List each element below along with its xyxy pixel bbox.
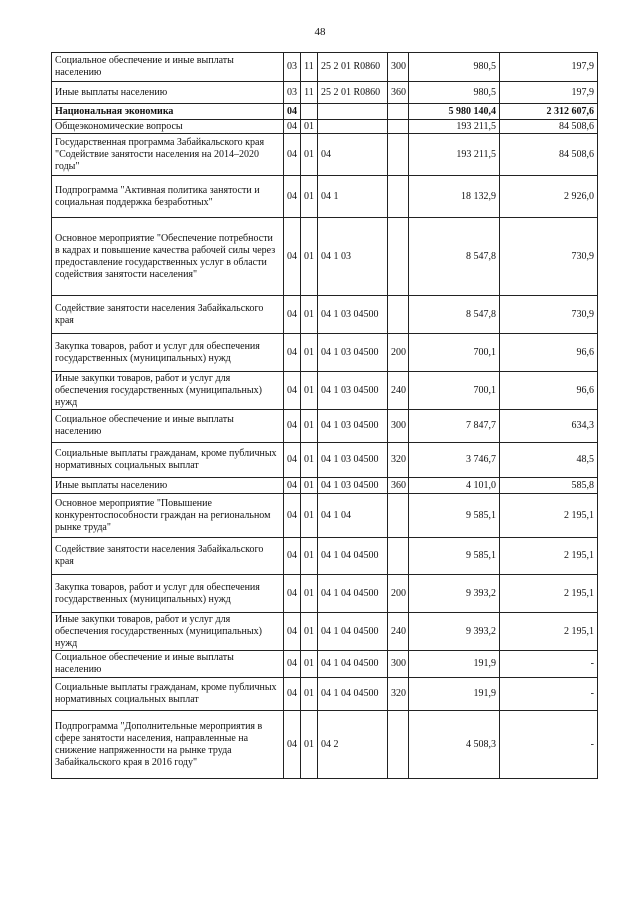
- row-value-1: 9 393,2: [409, 575, 500, 613]
- row-section: 04: [284, 218, 301, 296]
- table-row: [52, 478, 598, 494]
- row-target-article: 04 1 03 04500: [318, 443, 388, 478]
- row-expense-type: 200: [388, 575, 409, 613]
- row-expense-type: [388, 538, 409, 575]
- row-section: 04: [284, 443, 301, 478]
- row-name: Подпрограмма "Дополнительные мероприятия в сфере занятости населения, направленные на снижение напряженности на рынке труда Забайкальского края в 2016 году": [52, 711, 284, 779]
- row-value-1: 4 508,3: [409, 711, 500, 779]
- row-expense-type: 360: [388, 82, 409, 104]
- row-value-2: 2 195,1: [500, 494, 598, 538]
- row-expense-type: [388, 218, 409, 296]
- row-subsection: 01: [301, 651, 318, 678]
- row-value-1: 700,1: [409, 372, 500, 410]
- row-target-article: 04 2: [318, 711, 388, 779]
- row-value-2: -: [500, 711, 598, 779]
- row-target-article: 04 1 04 04500: [318, 575, 388, 613]
- row-subsection: 01: [301, 410, 318, 443]
- row-subsection: 01: [301, 296, 318, 334]
- row-target-article: [318, 104, 388, 120]
- row-value-2: 2 926,0: [500, 176, 598, 218]
- row-value-2: 197,9: [500, 53, 598, 82]
- table-row: [52, 334, 598, 372]
- row-subsection: 01: [301, 334, 318, 372]
- row-expense-type: 320: [388, 678, 409, 711]
- row-value-1: 18 132,9: [409, 176, 500, 218]
- row-subsection: 01: [301, 678, 318, 711]
- row-subsection: 01: [301, 613, 318, 651]
- row-section: 04: [284, 613, 301, 651]
- table-row: [52, 120, 598, 134]
- row-name: Содействие занятости населения Забайкальского края: [52, 538, 284, 575]
- row-target-article: 25 2 01 R0860: [318, 53, 388, 82]
- row-value-2: 84 508,6: [500, 120, 598, 134]
- row-expense-type: [388, 494, 409, 538]
- row-section: 04: [284, 334, 301, 372]
- row-value-1: 980,5: [409, 82, 500, 104]
- row-expense-type: 300: [388, 53, 409, 82]
- row-section: 04: [284, 372, 301, 410]
- row-section: 04: [284, 296, 301, 334]
- row-name: Социальные выплаты гражданам, кроме публичных нормативных социальных выплат: [52, 678, 284, 711]
- row-value-2: 730,9: [500, 218, 598, 296]
- row-section: 03: [284, 82, 301, 104]
- table-row: [52, 134, 598, 176]
- row-target-article: 04 1 04 04500: [318, 538, 388, 575]
- row-value-1: 9 393,2: [409, 613, 500, 651]
- row-section: 04: [284, 134, 301, 176]
- row-section: 04: [284, 651, 301, 678]
- row-value-2: 2 195,1: [500, 538, 598, 575]
- row-name: Иные закупки товаров, работ и услуг для обеспечения государственных (муниципальных) нужд: [52, 613, 284, 651]
- row-name: Государственная программа Забайкальского края "Содействие занятости населения на 2014–2020 годы": [52, 134, 284, 176]
- row-section: 04: [284, 478, 301, 494]
- row-name: Национальная экономика: [52, 104, 284, 120]
- budget-table: [51, 52, 598, 779]
- row-subsection: 01: [301, 443, 318, 478]
- row-value-1: 7 847,7: [409, 410, 500, 443]
- row-subsection: 01: [301, 538, 318, 575]
- page-number: 48: [314, 26, 326, 38]
- row-subsection: 01: [301, 575, 318, 613]
- row-name: Основное мероприятие "Повышение конкурентоспособности граждан на региональном рынке труда": [52, 494, 284, 538]
- row-section: 04: [284, 176, 301, 218]
- row-expense-type: [388, 176, 409, 218]
- row-value-1: 191,9: [409, 678, 500, 711]
- table-row: [52, 53, 598, 82]
- row-subsection: 11: [301, 53, 318, 82]
- row-value-1: 191,9: [409, 651, 500, 678]
- row-name: Социальное обеспечение и иные выплаты населению: [52, 410, 284, 443]
- table-row: [52, 538, 598, 575]
- row-target-article: 04 1 03 04500: [318, 478, 388, 494]
- row-name: Иные выплаты населению: [52, 478, 284, 494]
- table-row: [52, 176, 598, 218]
- row-subsection: 11: [301, 82, 318, 104]
- row-target-article: 04: [318, 134, 388, 176]
- row-target-article: 04 1 03 04500: [318, 296, 388, 334]
- row-target-article: 04 1 03: [318, 218, 388, 296]
- row-value-2: 2 195,1: [500, 613, 598, 651]
- table-body: [52, 53, 598, 779]
- row-section: 04: [284, 120, 301, 134]
- row-value-1: 8 547,8: [409, 218, 500, 296]
- table-row: [52, 410, 598, 443]
- row-section: 04: [284, 538, 301, 575]
- row-value-1: 9 585,1: [409, 538, 500, 575]
- row-subsection: 01: [301, 176, 318, 218]
- table-row: [52, 575, 598, 613]
- row-subsection: 01: [301, 494, 318, 538]
- row-value-1: 3 746,7: [409, 443, 500, 478]
- row-value-2: 48,5: [500, 443, 598, 478]
- row-expense-type: [388, 104, 409, 120]
- row-target-article: 04 1 04: [318, 494, 388, 538]
- table-row: [52, 494, 598, 538]
- row-name: Социальные выплаты гражданам, кроме публичных нормативных социальных выплат: [52, 443, 284, 478]
- row-section: 03: [284, 53, 301, 82]
- row-value-2: 730,9: [500, 296, 598, 334]
- row-subsection: 01: [301, 711, 318, 779]
- row-subsection: 01: [301, 120, 318, 134]
- row-expense-type: 360: [388, 478, 409, 494]
- row-value-2: 96,6: [500, 372, 598, 410]
- table-row: [52, 82, 598, 104]
- row-value-2: 585,8: [500, 478, 598, 494]
- row-value-2: -: [500, 651, 598, 678]
- row-target-article: 04 1 03 04500: [318, 372, 388, 410]
- row-name: Закупка товаров, работ и услуг для обеспечения государственных (муниципальных) нужд: [52, 334, 284, 372]
- row-value-2: 197,9: [500, 82, 598, 104]
- row-subsection: 01: [301, 134, 318, 176]
- row-subsection: [301, 104, 318, 120]
- table-row: [52, 218, 598, 296]
- row-value-1: 5 980 140,4: [409, 104, 500, 120]
- row-section: 04: [284, 410, 301, 443]
- row-value-2: 2 195,1: [500, 575, 598, 613]
- table-row: [52, 711, 598, 779]
- row-name: Иные закупки товаров, работ и услуг для обеспечения государственных (муниципальных) нужд: [52, 372, 284, 410]
- row-expense-type: 240: [388, 372, 409, 410]
- row-target-article: 04 1 04 04500: [318, 613, 388, 651]
- table-row: [52, 443, 598, 478]
- row-name: Подпрограмма "Активная политика занятости и социальная поддержка безработных": [52, 176, 284, 218]
- row-target-article: 04 1 04 04500: [318, 678, 388, 711]
- row-value-1: 9 585,1: [409, 494, 500, 538]
- row-value-2: 634,3: [500, 410, 598, 443]
- table-row: [52, 613, 598, 651]
- row-value-1: 700,1: [409, 334, 500, 372]
- row-name: Иные выплаты населению: [52, 82, 284, 104]
- row-value-1: 193 211,5: [409, 134, 500, 176]
- row-expense-type: 240: [388, 613, 409, 651]
- row-expense-type: [388, 296, 409, 334]
- row-subsection: 01: [301, 372, 318, 410]
- row-target-article: 04 1 03 04500: [318, 334, 388, 372]
- row-value-2: -: [500, 678, 598, 711]
- row-expense-type: [388, 120, 409, 134]
- row-name: Закупка товаров, работ и услуг для обеспечения государственных (муниципальных) нужд: [52, 575, 284, 613]
- table-row: [52, 678, 598, 711]
- row-name: Социальное обеспечение и иные выплаты населению: [52, 53, 284, 82]
- table-row: [52, 372, 598, 410]
- row-expense-type: 200: [388, 334, 409, 372]
- row-section: 04: [284, 711, 301, 779]
- row-value-1: 193 211,5: [409, 120, 500, 134]
- row-section: 04: [284, 494, 301, 538]
- row-section: 04: [284, 575, 301, 613]
- row-expense-type: 300: [388, 410, 409, 443]
- row-value-2: 2 312 607,6: [500, 104, 598, 120]
- row-value-1: 980,5: [409, 53, 500, 82]
- row-value-2: 84 508,6: [500, 134, 598, 176]
- row-target-article: [318, 120, 388, 134]
- table-row: [52, 651, 598, 678]
- row-section: 04: [284, 678, 301, 711]
- row-name: Общеэкономические вопросы: [52, 120, 284, 134]
- row-target-article: 04 1: [318, 176, 388, 218]
- row-target-article: 04 1 03 04500: [318, 410, 388, 443]
- row-expense-type: 320: [388, 443, 409, 478]
- row-name: Основное мероприятие "Обеспечение потребности в кадрах и повышение качества рабочей силы через предоставление государственных услуг в области содействия занятости населения": [52, 218, 284, 296]
- row-subsection: 01: [301, 218, 318, 296]
- table-row: [52, 104, 598, 120]
- row-expense-type: 300: [388, 651, 409, 678]
- row-subsection: 01: [301, 478, 318, 494]
- row-value-1: 4 101,0: [409, 478, 500, 494]
- row-target-article: 25 2 01 R0860: [318, 82, 388, 104]
- row-value-1: 8 547,8: [409, 296, 500, 334]
- table-row: [52, 296, 598, 334]
- row-expense-type: [388, 134, 409, 176]
- row-target-article: 04 1 04 04500: [318, 651, 388, 678]
- row-expense-type: [388, 711, 409, 779]
- row-value-2: 96,6: [500, 334, 598, 372]
- row-name: Содействие занятости населения Забайкальского края: [52, 296, 284, 334]
- row-section: 04: [284, 104, 301, 120]
- row-name: Социальное обеспечение и иные выплаты населению: [52, 651, 284, 678]
